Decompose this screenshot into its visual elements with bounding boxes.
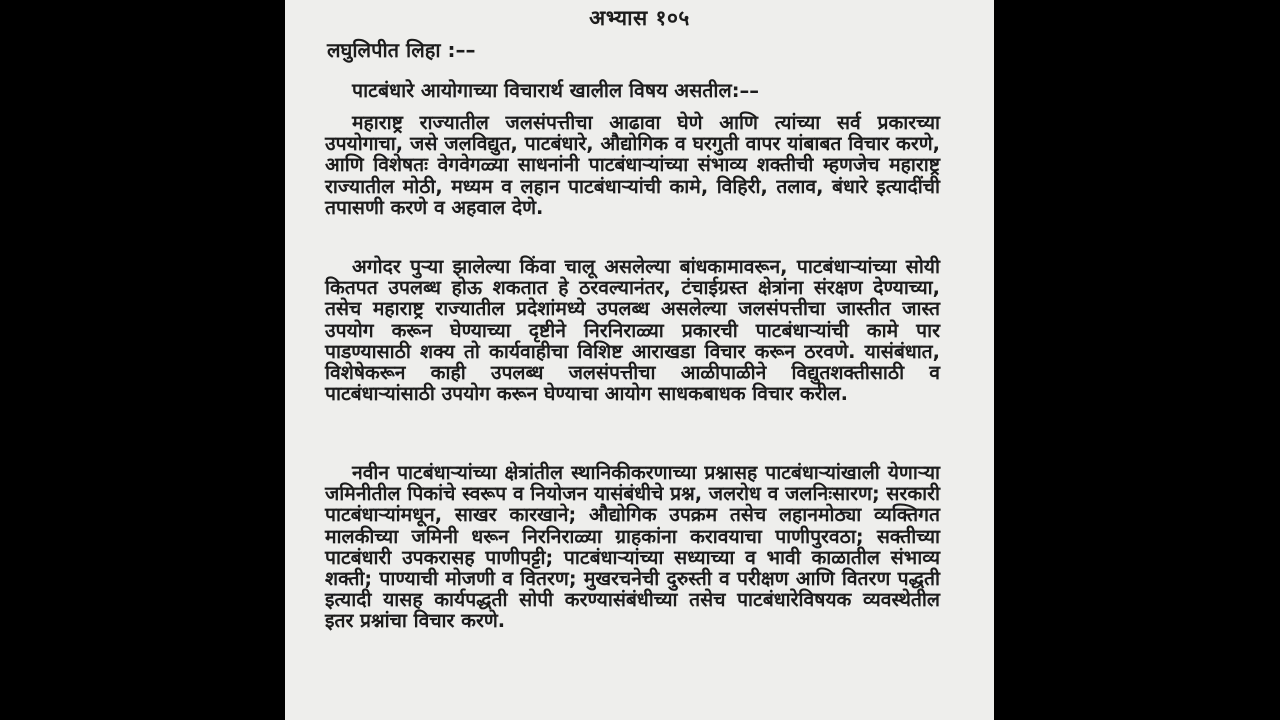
- intro-line: पाटबंधारे आयोगाच्या विचारार्थ खालील विषय असतील:––: [352, 79, 759, 102]
- page-title: अभ्यास १०५: [589, 6, 690, 30]
- paragraph-2: अगोदर पुऱ्या झालेल्या किंवा चालू असलेल्या बांधकामावरून, पाटबंधाऱ्यांच्या सोयी कितपत उपलब्ध होऊ शकतात हे ठरवल्यानंतर, टंचाईग्रस्त क्षेत्रांना संरक्षण देण्याच्या, तसेच महाराष्ट्र राज्यातील प्रदेशांमध्ये उपलब्ध असलेल्या जलसंपत्तीचा जास्तीत जास्त उपयोग करून घेण्याच्या दृष्टीने निरनिराळ्या प्रकारची पाटबंधाऱ्यांची कामे पार पाडण्यासाठी शक्य तो कार्यवाहीचा विशिष्ट आराखडा विचार करून ठरवणे. यासंबंधात, विशेषेकरून काही उपलब्ध जलसंपत्तीचा आळीपाळीने विद्युतशक्तीसाठी व पाटबंधाऱ्यांसाठी उपयोग करून घेण्याचा आयोग साधकबाधक विचार करील.: [325, 255, 940, 406]
- paragraph-3: नवीन पाटबंधाऱ्यांच्या क्षेत्रांतील स्थानिकीकरणाच्या प्रश्नासह पाटबंधाऱ्यांखाली येणाऱ्या जमिनीतील पिकांचे स्वरूप व नियोजन यासंबंधीचे प्रश्न, जलरोध व जलनिःसारण; सरकारी पाटबंधाऱ्यांमधून, साखर कारखाने; औद्योगिक उपक्रम तसेच लहानमोठ्या व्यक्तिगत मालकीच्या जमिनी धरून निरनिराळ्या ग्राहकांना करावयाचा पाणीपुरवठा; सक्तीच्या पाटबंधारी उपकरासह पाणीपट्टी; पाटबंधाऱ्यांच्या सध्याच्या व भावी काळातील संभाव्य शक्ती; पाण्याची मोजणी व वितरण; मुखरचनेची दुरुस्ती व परीक्षण आणि वितरण पद्धती इत्यादी यासह कार्यपद्धती सोपी करण्यासंबंधीच्या तसेच पाटबंधारेविषयक व्यवस्थेतील इतर प्रश्नांचा विचार करणे.: [325, 461, 940, 633]
- paragraph-1: महाराष्ट्र राज्यातील जलसंपत्तीचा आढावा घेणे आणि त्यांच्या सर्व प्रकारच्या उपयोगाचा, जसे जलविद्युत, पाटबंधारे, औद्योगिक व घरगुती वापर यांबाबत विचार करणे, आणि विशेषतः वेगवेगळ्या साधनांनी पाटबंधाऱ्यांच्या संभाव्य शक्तीची म्हणजेच महाराष्ट्र राज्यातील मोठी, मध्यम व लहान पाटबंधाऱ्यांची कामे, विहिरी, तलाव, बंधारे इत्यादींची तपासणी करणे व अहवाल देणे.: [325, 111, 940, 219]
- instruction-heading: लघुलिपीत लिहा :––: [327, 38, 476, 62]
- scanned-page: [285, 0, 994, 720]
